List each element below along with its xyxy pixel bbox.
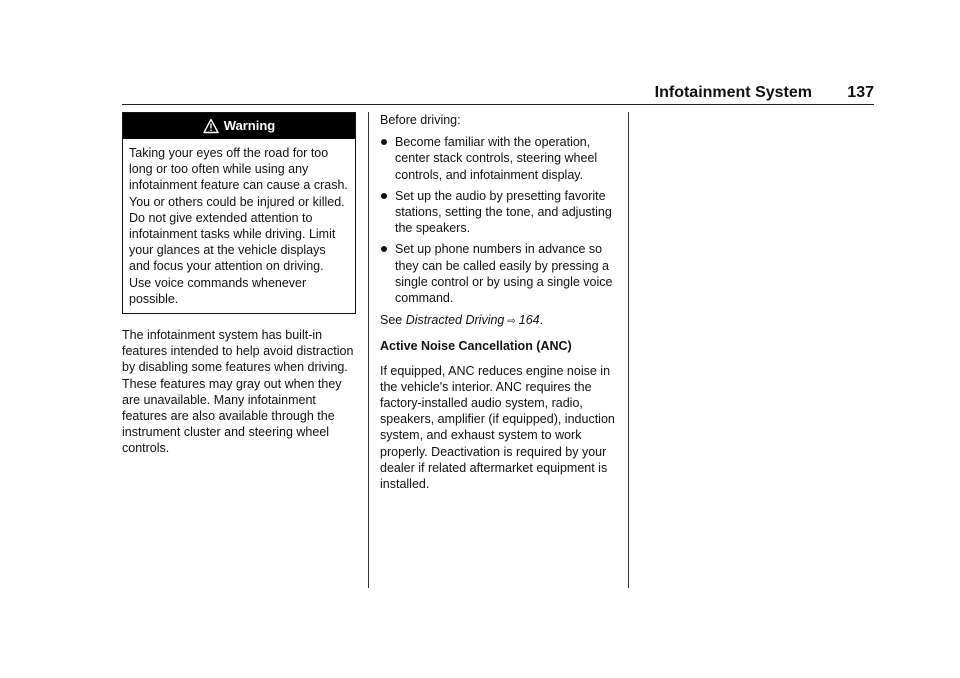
warning-box bbox=[122, 112, 356, 314]
warning-title: Warning bbox=[223, 117, 276, 133]
bullet-icon bbox=[381, 139, 387, 145]
section-title: Infotainment System bbox=[654, 84, 812, 101]
before-driving-list bbox=[380, 134, 618, 306]
column-1 bbox=[122, 112, 356, 457]
warning-triangle-icon bbox=[203, 118, 219, 134]
list-item-text: Set up the audio by presetting favorite stations, setting the tone, and adjusting the speakers. bbox=[395, 188, 612, 236]
before-driving-intro: Before driving: bbox=[380, 113, 461, 127]
header-rule bbox=[122, 104, 874, 105]
distracted-driving-link[interactable]: Distracted Driving bbox=[405, 313, 505, 328]
column-divider-1 bbox=[368, 112, 369, 588]
list-item-text: Set up phone numbers in advance so they can be called easily by pressing a single control or by using a single voice command. bbox=[395, 242, 613, 306]
page-header bbox=[122, 84, 874, 102]
list-item bbox=[380, 188, 618, 237]
page-reference-arrow-icon: ⇨ bbox=[507, 316, 516, 328]
anc-heading: Active Noise Cancellation (ANC) bbox=[380, 339, 572, 354]
reference-page-number[interactable]: 164 bbox=[518, 313, 540, 328]
bullet-icon bbox=[381, 193, 387, 199]
see-suffix: . bbox=[539, 313, 544, 328]
anc-paragraph: If equipped, ANC reduces engine noise in the vehicle's interior. ANC requires the factory-installed audio system, radio, speakers, amplifier (if equipped), induction system, and exhaust system to work properly. Deactivation is required by your dealer if related aftermarket equipment is installed. bbox=[380, 363, 615, 492]
list-item-text: Become familiar with the operation, center stack controls, steering wheel controls, and infotainment display. bbox=[395, 135, 598, 182]
see-reference bbox=[380, 312, 618, 330]
see-prefix: See bbox=[380, 313, 403, 328]
page-number: 137 bbox=[847, 84, 874, 101]
column-divider-2 bbox=[628, 112, 629, 588]
intro-paragraph: The infotainment system has built-in features intended to help avoid distraction by disabling some features when driving. These features may gray out when they are unavailable. Many infotainment features are also available through the instrument cluster and steering wheel controls. bbox=[122, 328, 354, 456]
list-item bbox=[380, 134, 618, 183]
warning-body: Taking your eyes off the road for too long or too often while using any infotainment feature can cause a crash. You or others could be injured or killed. Do not give extended attention to infotainment tasks while driving. Limit your glances at the vehicle displays and focus your attention on driving. Use voice commands whenever possible. bbox=[129, 146, 348, 306]
warning-header bbox=[123, 113, 355, 139]
bullet-icon bbox=[381, 246, 387, 252]
list-item bbox=[380, 241, 618, 306]
column-2 bbox=[380, 112, 618, 492]
